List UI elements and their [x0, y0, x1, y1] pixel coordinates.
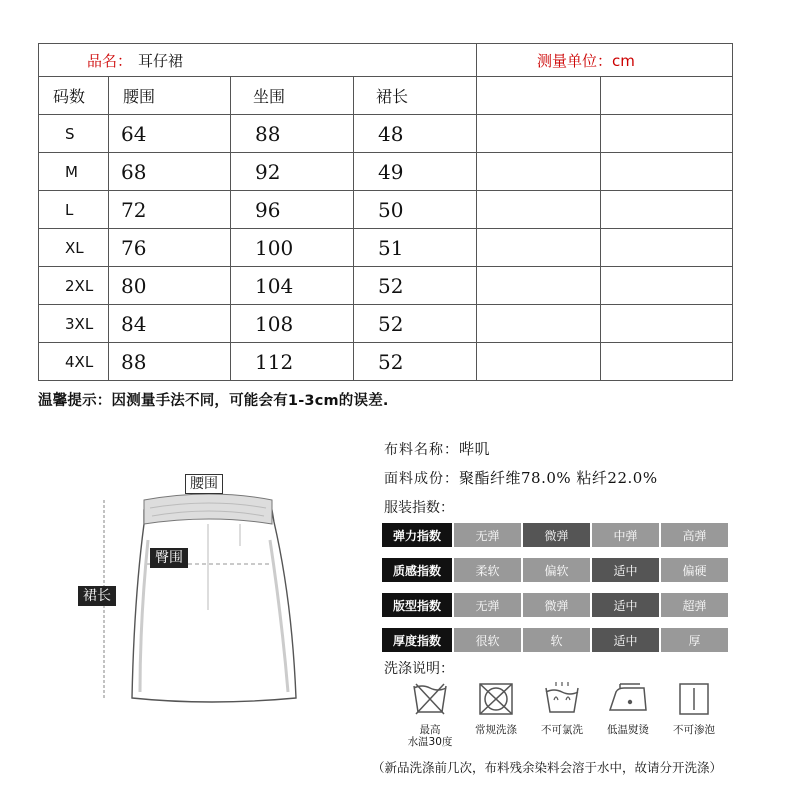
index-row [382, 593, 730, 617]
size-cell: XL [39, 229, 109, 267]
index-option: 很软 [454, 628, 521, 652]
wash-caption: 不可渗泡 [673, 724, 715, 736]
size-cell: S [39, 115, 109, 153]
no-bleach-icon [532, 680, 592, 736]
empty-cell [477, 115, 601, 153]
composition-label: 面料成份： [384, 471, 459, 487]
header-length: 裙长 [354, 77, 477, 115]
index-option: 高弹 [661, 523, 728, 547]
composition-value: 聚酯纤维78.0% 粘纤22.0% [459, 469, 658, 487]
size-cell: 3XL [39, 305, 109, 343]
size-row [39, 267, 733, 305]
product-name [39, 44, 477, 77]
wash-caption: 最高 [419, 724, 441, 736]
waist-cell: 80 [109, 267, 231, 305]
empty-cell [601, 229, 733, 267]
waist-cell: 76 [109, 229, 231, 267]
waistband [144, 494, 272, 524]
hip-cell: 104 [231, 267, 354, 305]
index-option: 超弹 [661, 593, 728, 617]
header-size: 码数 [39, 77, 109, 115]
waist-tag: 腰围 [185, 474, 223, 494]
hip-cell: 96 [231, 191, 354, 229]
index-option-selected: 适中 [592, 628, 659, 652]
empty-cell [477, 343, 601, 381]
hip-cell: 108 [231, 305, 354, 343]
empty-cell [601, 267, 733, 305]
empty-cell [477, 191, 601, 229]
index-option-selected: 适中 [592, 558, 659, 582]
size-row [39, 305, 733, 343]
fabric-composition [384, 467, 658, 488]
length-cell: 52 [354, 267, 477, 305]
fabric-name-label: 布料名称： [384, 442, 459, 458]
size-row [39, 115, 733, 153]
index-option-selected: 适中 [592, 593, 659, 617]
index-option: 偏软 [523, 558, 590, 582]
size-row [39, 191, 733, 229]
index-option: 厚 [661, 628, 728, 652]
empty-cell [601, 343, 733, 381]
regular-wash-icon [466, 680, 526, 736]
hip-tag: 臀围 [150, 548, 188, 568]
wash-caption: 低温熨烫 [607, 724, 649, 736]
waist-cell: 88 [109, 343, 231, 381]
empty-cell [477, 305, 601, 343]
index-option: 偏硬 [661, 558, 728, 582]
empty-cell [477, 153, 601, 191]
skirt-body [132, 504, 296, 702]
header-row [39, 77, 733, 115]
size-cell: 2XL [39, 267, 109, 305]
garment-index-grid [382, 523, 730, 663]
wash-icons [400, 680, 730, 760]
no-soak-icon [664, 680, 724, 736]
size-cell: 4XL [39, 343, 109, 381]
product-name-value: 耳仔裙 [138, 51, 184, 70]
index-name: 质感指数 [382, 558, 452, 582]
empty-cell [477, 229, 601, 267]
index-option: 柔软 [454, 558, 521, 582]
garment-index-label: 服装指数： [384, 500, 454, 516]
size-row [39, 343, 733, 381]
index-option: 中弹 [592, 523, 659, 547]
index-name: 版型指数 [382, 593, 452, 617]
waist-cell: 72 [109, 191, 231, 229]
index-row [382, 523, 730, 547]
title-row [39, 44, 733, 77]
empty-cell [477, 267, 601, 305]
length-cell: 50 [354, 191, 477, 229]
waist-cell: 84 [109, 305, 231, 343]
index-option: 微弹 [523, 593, 590, 617]
length-cell: 51 [354, 229, 477, 267]
wash-caption: 常规洗涤 [475, 724, 517, 736]
length-tag: 裙长 [78, 586, 116, 606]
index-option: 无弹 [454, 523, 521, 547]
unit-label: 测量单位：cm [477, 44, 733, 77]
size-cell: M [39, 153, 109, 191]
length-cell: 48 [354, 115, 477, 153]
hip-cell: 100 [231, 229, 354, 267]
size-cell: L [39, 191, 109, 229]
length-cell: 52 [354, 305, 477, 343]
empty-cell [601, 153, 733, 191]
index-row [382, 628, 730, 652]
wash-label: 洗涤说明： [384, 661, 454, 677]
index-row [382, 558, 730, 582]
index-option: 无弹 [454, 593, 521, 617]
wash-caption: 水温30度 [407, 736, 453, 748]
product-name-label: 品名： [87, 51, 133, 70]
hip-cell: 92 [231, 153, 354, 191]
fabric-name-value: 哔叽 [459, 440, 491, 458]
fabric-name [384, 438, 490, 459]
empty-cell [601, 305, 733, 343]
waist-cell: 64 [109, 115, 231, 153]
size-row [39, 229, 733, 267]
hip-cell: 112 [231, 343, 354, 381]
hip-cell: 88 [231, 115, 354, 153]
empty-cell [601, 115, 733, 153]
empty-cell [601, 77, 733, 115]
index-option-selected: 微弹 [523, 523, 590, 547]
empty-cell [601, 191, 733, 229]
size-table [38, 43, 733, 381]
measurement-tip: 温馨提示：因测量手法不同，可能会有1-3cm的误差. [38, 393, 389, 409]
index-option: 软 [523, 628, 590, 652]
low-iron-icon [598, 680, 658, 736]
size-rows [39, 115, 733, 381]
waist-cell: 68 [109, 153, 231, 191]
index-name: 厚度指数 [382, 628, 452, 652]
size-row [39, 153, 733, 191]
header-hip: 坐围 [231, 77, 354, 115]
empty-cell [477, 77, 601, 115]
wash-caption: 不可氯洗 [541, 724, 583, 736]
length-cell: 52 [354, 343, 477, 381]
header-waist: 腰围 [109, 77, 231, 115]
index-name: 弹力指数 [382, 523, 452, 547]
length-cell: 49 [354, 153, 477, 191]
max-30-wash-icon [400, 680, 460, 748]
wash-note: （新品洗涤前几次，布料残余染料会溶于水中，故请分开洗涤） [372, 760, 723, 775]
